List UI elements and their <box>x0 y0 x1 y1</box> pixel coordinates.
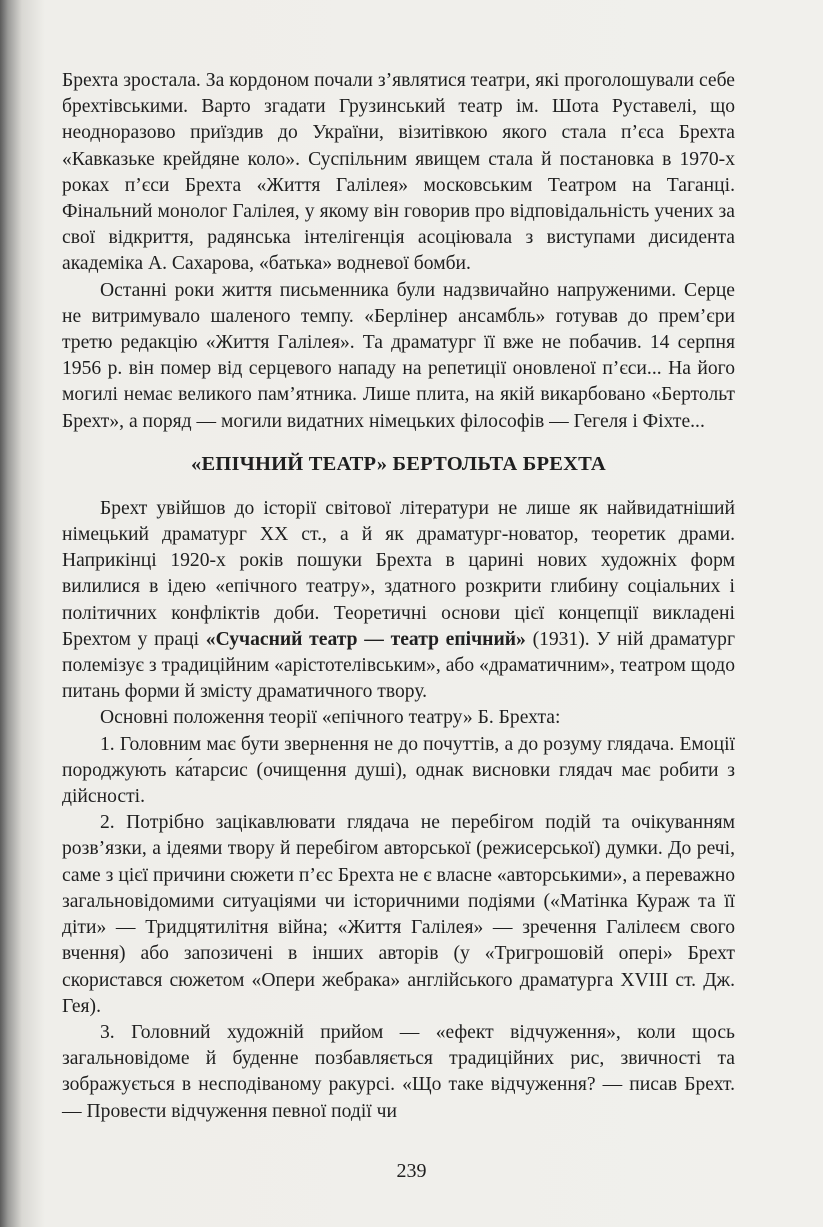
paragraph-2: Останні роки життя письменника були надзвичайно напруженими. Серце не витримувало шаленого темпу. «Берлінер ансамбль» готував до прем’єри третю редакцію «Життя Галілея». Та драматург її вже не побачив. 14 серпня 1956 р. він помер від серцевого нападу на репетиції оновленої п’єси... На його могилі немає великого пам’ятника. Лише плита, на якій викарбовано «Бертольт Брехт», а поряд — могили видатних німецьких філософів — Гегеля і Фіхте... <box>62 279 735 432</box>
thesis-2: 2. Потрібно зацікавлювати глядача не перебігом подій та очікуванням розв’язки, а ідеями твору й перебігом авторської (режисерської) думки. До речі, саме з цієї причини сюжети п’єс Брехта не є власне «авторськими», а переважно загальновідомими ситуаціями чи історичними подіями («Матінка Кураж та її діти» — Тридцятилітня війна; «Життя Галілея» — зречення Галілеєм свого вчення) або запозичені в інших авторів (у «Тригрошовій опері» Брехт скористався сюжетом «Опери жебрака» англійського драматурга XVIII ст. Дж. Гея). <box>62 812 735 1017</box>
intro-text-before: Брехт увійшов до історії світової літератури не лише як найвидатніший німецький драматург XX ст., а й як драматург-новатор, теоретик драми. Наприкінці 1920-х років пошуки Брехта в царині нових художніх форм вилилися в ідею «епічного театру», здатного розкрити глибину соціальних і політичних конфліктів доби. Теоретичні основи цієї концепції викладені Брехтом у праці <box>62 497 735 650</box>
section-title: «ЕПІЧНИЙ ТЕАТР» БЕРТОЛЬТА БРЕХТА <box>191 452 606 475</box>
paragraph-1: Брехта зростала. За кордоном почали з’являтися театри, які проголошували себе брехтівськими. Варто згадати Грузинський театр ім. Шота Руставелі, що неодноразово приїздив до України, візитівкою якого стала п’єса Брехта «Кавказьке крейдяне коло». Суспільним явищем стала й постановка в 1970-х роках п’єси Брехта «Життя Галілея» московським Театром на Таганці. Фінальний монолог Галілея, у якому він говорив про відповідальність учених за свої відкриття, радянська інтелігенція асоціювала з виступами дисидента академіка А. Сахарова, «батька» водневої бомби. <box>62 70 735 275</box>
page-content <box>62 68 735 1125</box>
paragraph-intro <box>62 496 735 706</box>
thesis-3: 3. Головний художній прийом — «ефект відчуження», коли щось загальновідоме й буденне позбавляється традиційних рис, звичності та зображується в несподіваному ракурсі. «Що таке відчуження? — писав Брехт. — Провести відчуження певної події чи <box>62 1021 735 1122</box>
theses-heading: Основні положення теорії «епічного театру» Б. Брехта: <box>100 707 561 729</box>
intro-work-title: «Сучасний театр — театр епічний» <box>205 628 526 650</box>
page-number: 239 <box>396 1160 427 1182</box>
intro-text-after: (1931). У ній драматург полемізує з традиційним «арістотелівським», або «драматичним», театром щодо питань форми й змісту драматичного твору. <box>62 628 736 703</box>
thesis-1: 1. Головним має бути звернення не до почуттів, а до розуму глядача. Емоції породжують ка́тарсис (очищення душі), однак висновки глядач має робити з дійсності. <box>62 733 735 808</box>
